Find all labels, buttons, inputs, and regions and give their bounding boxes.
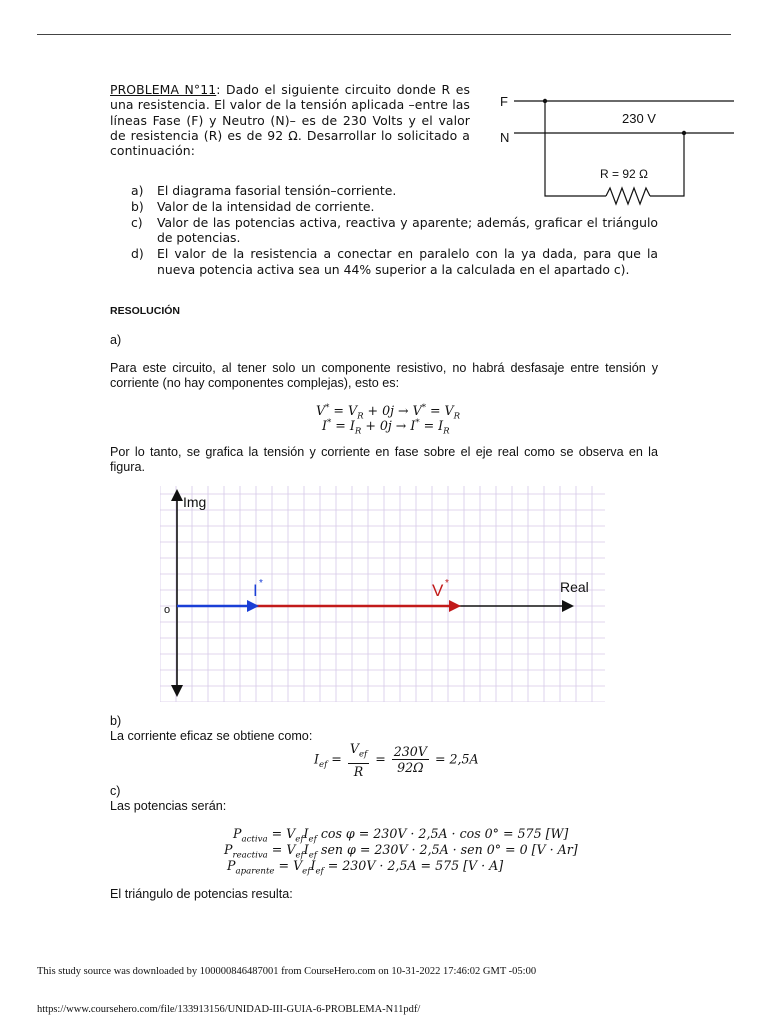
problem-heading: PROBLEMA N°11 (110, 82, 217, 97)
section-a-label: a) (110, 333, 122, 347)
task-item: c) Valor de las potencias activa, reactiva y aparente; además, graficar el triángulo de potencias. (131, 214, 658, 246)
voltage-phasor-arrow (449, 600, 461, 612)
equation-p-aparente: $P_{aparente} = V_{ef}I_{ef} = 230V \cdot 2,5A = 575$ [V · A] (227, 858, 504, 877)
current-phasor-arrow (247, 600, 259, 612)
footer-url[interactable]: https://www.coursehero.com/file/133913156/UNIDAD-III-GUIA-6-PROBLEMA-N11pdf/ (37, 1004, 421, 1015)
line-f-label: F (500, 94, 508, 109)
top-rule (37, 34, 731, 35)
task-item: b) Valor de la intensidad de corriente. (131, 198, 375, 214)
section-c-label: c) (110, 784, 121, 798)
footer-download-note: This study source was downloaded by 100000846487001 from CourseHero.com on 10-31-2022 17:46:02 GMT -05:00 (37, 966, 537, 977)
voltage-label: 230 V (622, 111, 656, 126)
section-b-text: La corriente eficaz se obtiene como: (110, 729, 313, 743)
voltage-label: V (432, 581, 444, 600)
phasor-diagram (160, 486, 605, 702)
problem-statement (110, 82, 470, 158)
section-a-text: Para este circuito, al tener solo un componente resistivo, no habrá desfasaje entre tensión y corriente (no hay componentes complejas), esto es: (110, 361, 658, 391)
equation-ief: $I_{ef}$ = $\frac{V_{ef}}{R}$ = $\frac{230V}{92\Omega}$ = 2,5A (314, 741, 479, 779)
line-n-label: N (500, 130, 510, 145)
equation-voltage: $V^* = V_R + 0j \to V^* = V_R$ (316, 403, 461, 422)
equation-current: $I^* = I_R + 0j \to I^* = I_R$ (322, 418, 450, 437)
imag-axis-arrow-top (171, 489, 183, 501)
section-a-text2: Por lo tanto, se grafica la tensión y corriente en fase sobre el eje real como se observa en la figura. (110, 445, 658, 475)
img-label: Img (183, 494, 207, 510)
section-c-text2: El triángulo de potencias resulta: (110, 887, 293, 901)
equation-p-reactiva: $P_{reactiva} = V_{ef}I_{ef}$ sen φ = 230V · 2,5A · sen 0° = 0 [V · Ar] (224, 842, 578, 861)
resolution-title: RESOLUCIÓN (110, 305, 181, 317)
task-item: d) El valor de la resistencia a conectar en paralelo con la ya dada, para que la nueva potencia activa sea un 44% superior a la calculada en el apartado c). (131, 246, 658, 277)
real-label: Real (560, 579, 589, 595)
imag-axis-arrow-bottom (171, 685, 183, 697)
task-item: a) El diagrama fasorial tensión–corriente. (131, 183, 397, 198)
current-label: I (253, 581, 258, 600)
wire-left (545, 101, 606, 196)
equation-p-activa: $P_{activa} = V_{ef}I_{ef}$ cos φ = 230V · 2,5A · cos 0° = 575 [W] (233, 826, 569, 845)
section-b-label: b) (110, 714, 122, 728)
task-list (131, 183, 658, 278)
origin-label: o (164, 604, 171, 616)
voltage-label-star: * (445, 578, 449, 589)
resistor-label: R = 92 Ω (600, 167, 648, 181)
real-axis-arrow (562, 600, 574, 612)
grid (160, 486, 605, 702)
problem-intro: : Dado el siguiente circuito donde R es una resistencia. El valor de la tensión aplicada –entre las líneas Fase (F) y Neutro (N)– es de 230 Volts y el valor de resistencia (R) es de 92 Ω. Desarrollar lo solicitado a continuación: (110, 82, 471, 159)
current-label-star: * (259, 578, 263, 589)
section-c-text: Las potencias serán: (110, 799, 227, 813)
